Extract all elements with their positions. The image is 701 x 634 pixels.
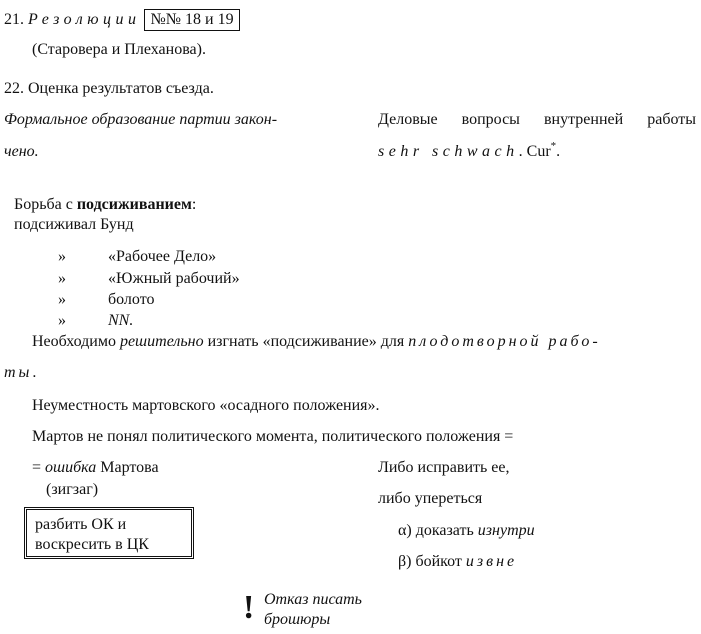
zigzag-text: (зигзаг) — [46, 481, 99, 498]
item-22-heading: 22. Оценка результатов съезда. — [4, 80, 214, 97]
inappropriate-line: Неуместность мартовского «осадного положения». — [32, 397, 380, 414]
necessity-middle: изгнать «подсиживание» для — [203, 333, 409, 350]
business-questions-line2 — [378, 142, 560, 163]
list-item: «Южный рабочий» — [108, 270, 240, 287]
struggle-suffix: : — [191, 196, 197, 213]
alpha-italic: изнутри — [477, 522, 535, 539]
sehr-schwach-text: sehr schwach — [378, 143, 519, 160]
business-questions-line1: Деловые вопросы внутренней работы — [378, 111, 696, 128]
item-21-boxed-numbers: №№ 18 и 19 — [144, 9, 239, 31]
cur-end: . — [556, 143, 561, 160]
error-prefix: = — [32, 459, 46, 476]
boxed-note — [24, 507, 194, 559]
quote-mark: » — [58, 291, 66, 308]
item-21-authors: (Староверa и Плеханова). — [32, 41, 206, 58]
struggle-bold-word: подсиживанием — [76, 196, 192, 213]
boxed-note-line1: разбить ОК и — [35, 516, 127, 533]
beta-spaced: извне — [465, 553, 518, 570]
either-line2: либо упереться — [378, 490, 483, 507]
list-item: «Рабочее Дело» — [108, 248, 217, 265]
list-item: NN. — [108, 312, 134, 329]
cur-text: . Cur — [518, 143, 551, 160]
refusal-line2: брошюры — [264, 611, 331, 628]
necessity-spaced: плодотворной рабо- — [408, 333, 601, 350]
struggle-line2: подсиживал Бунд — [14, 216, 134, 233]
martov-line: Мартов не понял политического момента, политического положения = — [32, 428, 514, 445]
necessity-line2 — [4, 363, 36, 383]
alpha-prefix: α) доказать — [398, 522, 478, 539]
error-suffix: Мартова — [96, 459, 159, 476]
necessity-line1 — [32, 332, 601, 352]
necessity-prefix: Необходимо — [32, 333, 120, 350]
struggle-prefix: Борьба с — [14, 196, 77, 213]
quote-mark: » — [58, 248, 66, 265]
necessity-cont: ты — [4, 364, 33, 381]
item-21-number: 21. — [4, 11, 24, 28]
quote-mark: » — [58, 312, 66, 329]
error-italic: ошибка — [45, 459, 97, 476]
necessity-cont-end: . — [32, 364, 37, 381]
martov-error-line — [32, 458, 159, 478]
boxed-note-line2: воскресить в ЦК — [35, 536, 149, 553]
beta-prefix: β) бойкот — [398, 553, 466, 570]
beta-line — [398, 552, 517, 572]
formal-formation-line1: Формальное образование партии закон- — [4, 111, 278, 128]
item-21-title: Резолюции — [28, 11, 141, 28]
quote-mark: » — [58, 270, 66, 287]
refusal-line1: Отказ писать — [264, 591, 362, 608]
item-21-line — [4, 10, 240, 30]
list-item: болото — [108, 291, 155, 308]
alpha-line — [398, 521, 535, 541]
either-line1: Либо исправить ее, — [378, 459, 510, 476]
struggle-intro — [14, 195, 196, 215]
exclamation-mark: ! — [243, 589, 255, 626]
necessity-italic: решительно — [119, 333, 204, 350]
boxed-note-text — [35, 515, 149, 555]
formal-formation-line2: чено. — [4, 143, 39, 160]
footnote-asterisk: * — [550, 140, 557, 152]
